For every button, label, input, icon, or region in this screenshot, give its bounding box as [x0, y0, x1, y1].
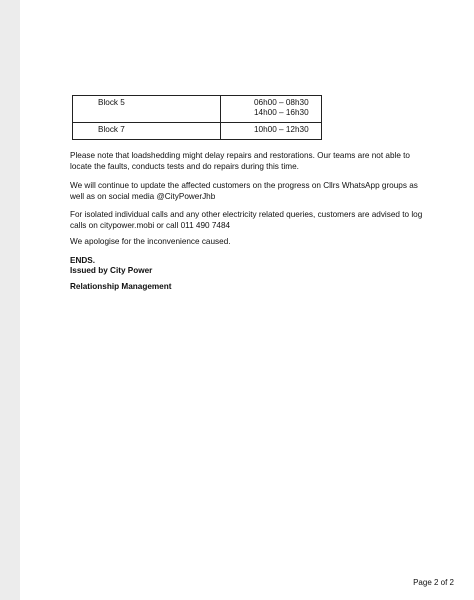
- paragraph-updates: We will continue to update the affected customers on the progress on Cllrs WhatsApp groups as well as on social media @CityPowerJhb: [70, 181, 418, 201]
- time-slot: 14h00 – 16h30: [254, 108, 309, 117]
- table-row: [73, 96, 322, 123]
- time-slot: 10h00 – 12h30: [254, 125, 309, 134]
- times-cell: [221, 96, 322, 123]
- time-slot: 06h00 – 08h30: [254, 98, 309, 107]
- paragraph-loadshedding-notice: Please note that loadshedding might delay repairs and restorations. Our teams are not able to locate the faults, conducts tests and do repairs during this time.: [70, 151, 410, 171]
- block-cell: Block 5: [73, 96, 221, 123]
- ends-label: ENDS.: [70, 256, 96, 265]
- table-row: [73, 123, 322, 140]
- department-label: Relationship Management: [70, 282, 172, 291]
- paragraph-apology: We apologise for the inconvenience caused.: [70, 237, 231, 246]
- times-cell: [221, 123, 322, 140]
- paragraph-queries: For isolated individual calls and any other electricity related queries, customers are advised to log calls on citypower.mobi or call 011 490 7484: [70, 210, 423, 230]
- document-page: [20, 0, 474, 600]
- issued-by-label: Issued by City Power: [70, 266, 153, 275]
- loadshedding-schedule-table: [72, 95, 322, 140]
- page-number: Page 2 of 2: [413, 578, 454, 587]
- block-cell: Block 7: [73, 123, 221, 140]
